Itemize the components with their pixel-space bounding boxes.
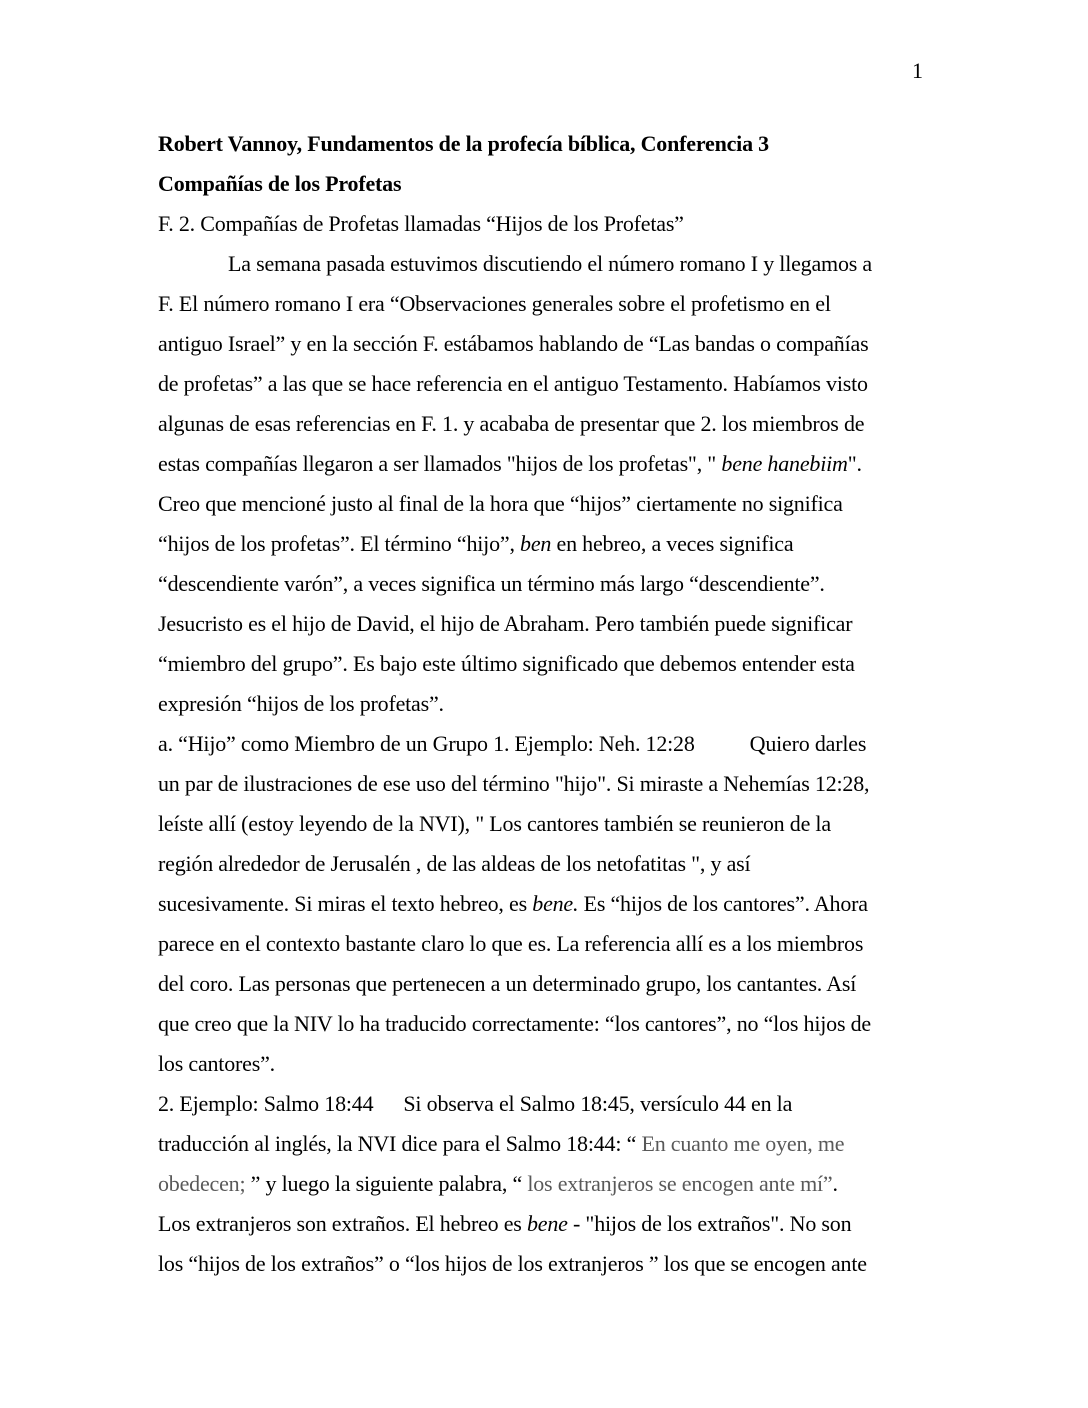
- text-line: [158, 1004, 943, 1044]
- page-number: 1: [912, 58, 923, 83]
- text-segment: obedecen;: [158, 1171, 246, 1196]
- text-segment: Jesucristo es el hijo de David, el hijo de Abraham. Pero también puede significar: [158, 611, 853, 636]
- text-segment: “hijos de los profetas”. El término “hijo”,: [158, 531, 521, 556]
- text-segment: bene.: [532, 891, 579, 916]
- text-line: [158, 284, 943, 324]
- text-segment: En cuanto me oyen, me: [641, 1131, 845, 1156]
- text-segment: parece en el contexto bastante claro lo que es. La referencia allí es a los miembros: [158, 931, 864, 956]
- text-line: [158, 1204, 943, 1244]
- text-segment: ” y luego la siguiente palabra, “: [245, 1171, 528, 1196]
- text-line: [158, 724, 943, 764]
- text-segment: F. 2. Compañías de Profetas llamadas “Hijos de los Profetas”: [158, 211, 684, 236]
- text-line: [158, 644, 943, 684]
- document-lines: [158, 124, 943, 1284]
- text-segment: “descendiente varón”, a veces significa un término más largo “descendiente”.: [158, 571, 825, 596]
- text-line: [158, 684, 943, 724]
- text-segment: los “hijos de los extraños” o “los hijos de los extranjeros ” los que se encogen ante: [158, 1251, 867, 1276]
- text-segment: .: [832, 1171, 838, 1196]
- text-segment: algunas de esas referencias en F. 1. y acababa de presentar que 2. los miembros de: [158, 411, 865, 436]
- text-segment: leíste allí (estoy leyendo de la NVI), " Los cantores también se reunieron de la: [158, 811, 831, 836]
- text-line: [158, 1044, 943, 1084]
- text-segment: de profetas” a las que se hace referencia en el antiguo Testamento. Habíamos visto: [158, 371, 868, 396]
- text-segment: - "hijos de los extraños". No son: [567, 1211, 852, 1236]
- text-segment: Si observa el Salmo 18:45, versículo 44 en la: [403, 1091, 793, 1116]
- text-line: [158, 444, 943, 484]
- text-line: [158, 364, 943, 404]
- text-line: [158, 964, 943, 1004]
- text-segment: ben: [520, 531, 552, 556]
- text-segment: Es “hijos de los cantores”. Ahora: [578, 891, 868, 916]
- text-segment: ".: [847, 451, 862, 476]
- text-segment: bene hanebiim: [721, 451, 848, 476]
- text-segment: Los extranjeros son extraños. El hebreo es: [158, 1211, 527, 1236]
- text-segment: los cantores”.: [158, 1051, 275, 1076]
- text-line: [158, 804, 943, 844]
- text-segment: sucesivamente. Si miras el texto hebreo, es: [158, 891, 533, 916]
- text-line: [158, 484, 943, 524]
- text-segment: Robert Vannoy, Fundamentos de la profecía bíblica, Conferencia 3: [158, 131, 769, 156]
- text-segment: antiguo Israel” y en la sección F. estábamos hablando de “Las bandas o compañías: [158, 331, 869, 356]
- text-segment: Creo que mencioné justo al final de la hora que “hijos” ciertamente no significa: [158, 491, 843, 516]
- text-segment: región alrededor de Jerusalén , de las aldeas de los netofatitas ", y así: [158, 851, 751, 876]
- text-segment: a. “Hijo” como Miembro de un Grupo 1. Ejemplo: Neh. 12:28: [158, 731, 695, 756]
- text-line: [158, 924, 943, 964]
- text-segment: Quiero darles: [749, 731, 867, 756]
- text-segment: F. El número romano I era “Observaciones generales sobre el profetismo en el: [158, 291, 831, 316]
- text-line: [158, 1164, 943, 1204]
- text-segment: los extranjeros se encogen ante mí”: [527, 1171, 833, 1196]
- text-line: [158, 844, 943, 884]
- text-segment: bene: [526, 1211, 568, 1236]
- text-line: [158, 124, 943, 164]
- text-segment: 2. Ejemplo: Salmo 18:44: [158, 1091, 374, 1116]
- text-segment: un par de ilustraciones de ese uso del término "hijo". Si miraste a Nehemías 12:28,: [158, 771, 870, 796]
- text-line: [158, 1084, 943, 1124]
- text-line: [158, 324, 943, 364]
- text-segment: Compañías de los Profetas: [158, 171, 402, 196]
- text-line: [158, 244, 943, 284]
- text-segment: traducción al inglés, la NVI dice para el Salmo 18:44: “: [158, 1131, 642, 1156]
- text-line: [158, 604, 943, 644]
- text-line: [158, 564, 943, 604]
- text-segment: en hebreo, a veces significa: [551, 531, 794, 556]
- text-line: [158, 164, 943, 204]
- text-segment: “miembro del grupo”. Es bajo este último significado que debemos entender esta: [158, 651, 855, 676]
- text-line: [158, 524, 943, 564]
- text-line: [158, 204, 943, 244]
- text-segment: que creo que la NIV lo ha traducido correctamente: “los cantores”, no “los hijos de: [158, 1011, 871, 1036]
- text-line: [158, 404, 943, 444]
- text-line: [158, 764, 943, 804]
- text-line: [158, 884, 943, 924]
- text-line: [158, 1124, 943, 1164]
- text-segment: La semana pasada estuvimos discutiendo el número romano I y llegamos a: [228, 251, 872, 276]
- text-line: [158, 1244, 943, 1284]
- text-segment: del coro. Las personas que pertenecen a un determinado grupo, los cantantes. Así: [158, 971, 857, 996]
- text-segment: estas compañías llegaron a ser llamados "hijos de los profetas", ": [158, 451, 722, 476]
- text-segment: expresión “hijos de los profetas”.: [158, 691, 444, 716]
